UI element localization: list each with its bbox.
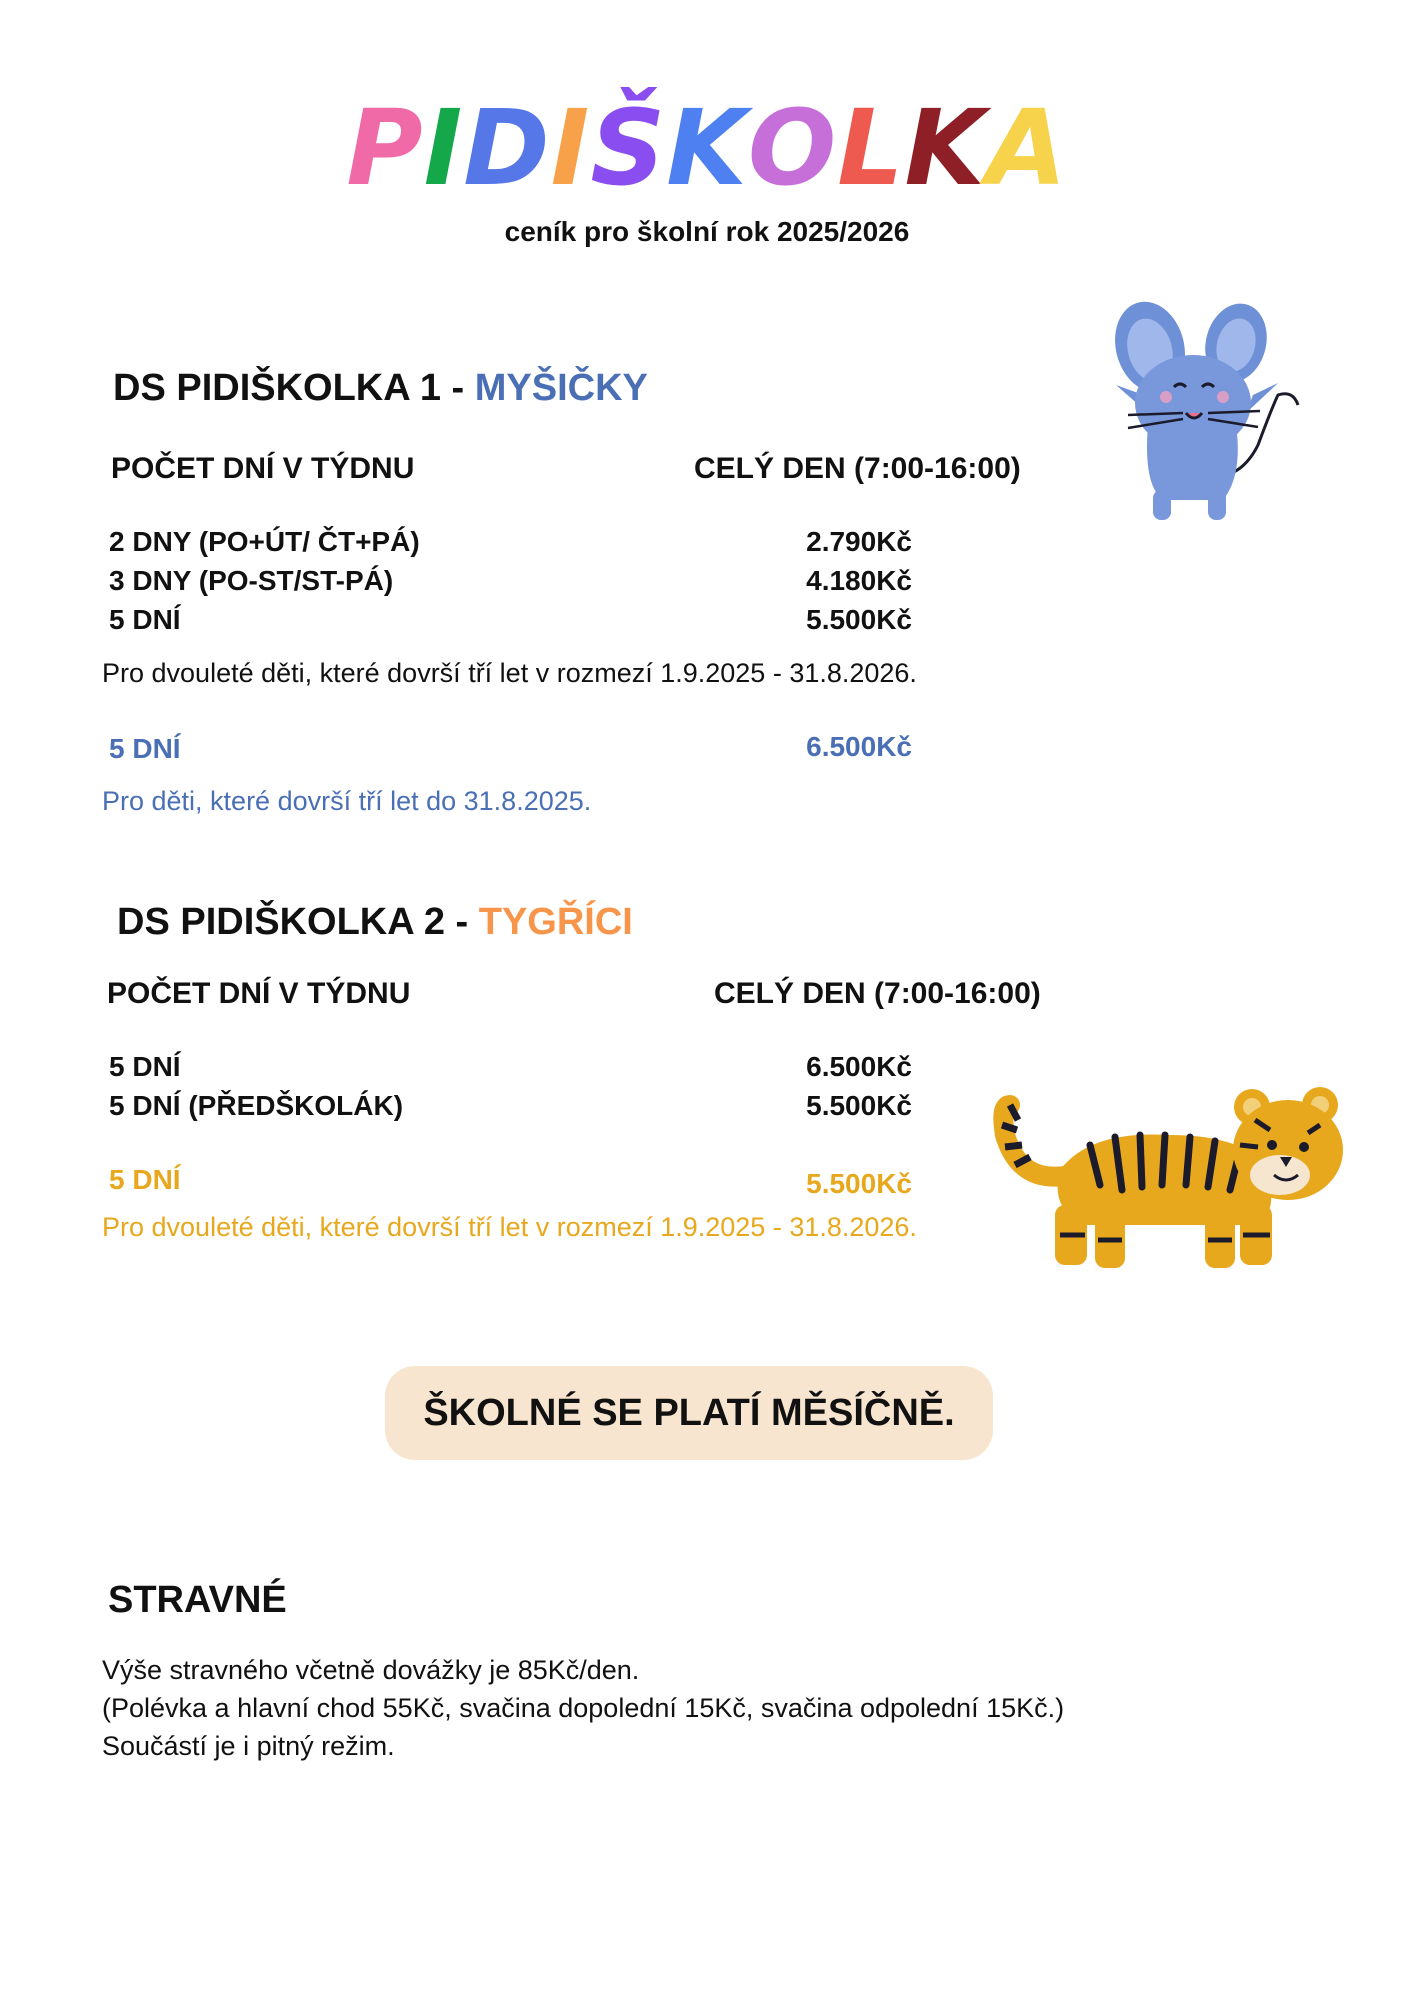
section2-title-highlight: TYGŘÍCI <box>478 901 633 943</box>
food-line-1: Výše stravného včetně dovážky je 85Kč/den. <box>102 1655 640 1685</box>
food-title: STRAVNÉ <box>108 1579 287 1621</box>
logo-letter: L <box>837 87 905 209</box>
section2-special-note: Pro dvouleté děti, které dovrší tří let v rozmezí 1.9.2025 - 31.8.2026. <box>102 1212 917 1242</box>
section2-title-prefix: DS PIDIŠKOLKA 2 - <box>117 901 479 943</box>
logo-letter: I <box>550 87 591 209</box>
section1-col-fullday: CELÝ DEN (7:00-16:00) <box>694 452 1021 485</box>
section1-title-prefix: DS PIDIŠKOLKA 1 - <box>113 367 475 409</box>
section2-row-price: 6.500Kč <box>806 1051 912 1082</box>
logo-letter: O <box>747 87 838 209</box>
logo-letter: I <box>423 87 464 209</box>
section1-row-price: 5.500Kč <box>806 604 912 635</box>
section1-special-price: 6.500Kč <box>806 731 912 762</box>
logo-letter: A <box>986 87 1068 209</box>
logo <box>0 88 1414 208</box>
section1-special-label: 5 DNÍ <box>109 733 181 764</box>
payment-callout: ŠKOLNÉ SE PLATÍ MĚSÍČNĚ. <box>385 1366 993 1460</box>
section1-row-label: 3 DNY (PO-ST/ST-PÁ) <box>109 565 394 596</box>
subtitle: ceník pro školní rok 2025/2026 <box>504 216 910 247</box>
logo-letter: K <box>666 87 748 209</box>
section2-row-label: 5 DNÍ <box>109 1051 181 1082</box>
section1-note: Pro dvouleté děti, které dovrší tří let v rozmezí 1.9.2025 - 31.8.2026. <box>102 658 917 688</box>
logo-letter: P <box>346 87 424 209</box>
section2-col-days: POČET DNÍ V TÝDNU <box>107 977 411 1010</box>
food-line-2: (Polévka a hlavní chod 55Kč, svačina dopolední 15Kč, svačina odpolední 15Kč.) <box>102 1693 1065 1723</box>
section2-title <box>117 898 633 946</box>
section1-row-label: 2 DNY (PO+ÚT/ ČT+PÁ) <box>109 526 420 557</box>
section1-special-note: Pro děti, které dovrší tří let do 31.8.2025. <box>102 786 592 816</box>
section2-row-price: 5.500Kč <box>806 1090 912 1121</box>
section1-row-label: 5 DNÍ <box>109 604 181 635</box>
logo-letter: K <box>904 87 987 209</box>
section2-special-price: 5.500Kč <box>806 1168 912 1199</box>
section2-col-fullday: CELÝ DEN (7:00-16:00) <box>714 977 1041 1010</box>
section1-row-price: 2.790Kč <box>806 526 912 557</box>
section1-col-days: POČET DNÍ V TÝDNU <box>111 452 415 485</box>
section1-title <box>113 364 648 412</box>
logo-letter: D <box>463 87 551 209</box>
section2-special-label: 5 DNÍ <box>109 1164 181 1195</box>
food-line-3: Součástí je i pitný režim. <box>102 1731 395 1761</box>
section1-row-price: 4.180Kč <box>806 565 912 596</box>
section2-row-label: 5 DNÍ (PŘEDŠKOLÁK) <box>109 1090 404 1121</box>
mouse-illustration <box>1108 295 1308 530</box>
tiger-illustration <box>990 1075 1355 1275</box>
logo-letter: Š <box>590 87 667 209</box>
section1-title-highlight: MYŠIČKY <box>474 367 648 409</box>
